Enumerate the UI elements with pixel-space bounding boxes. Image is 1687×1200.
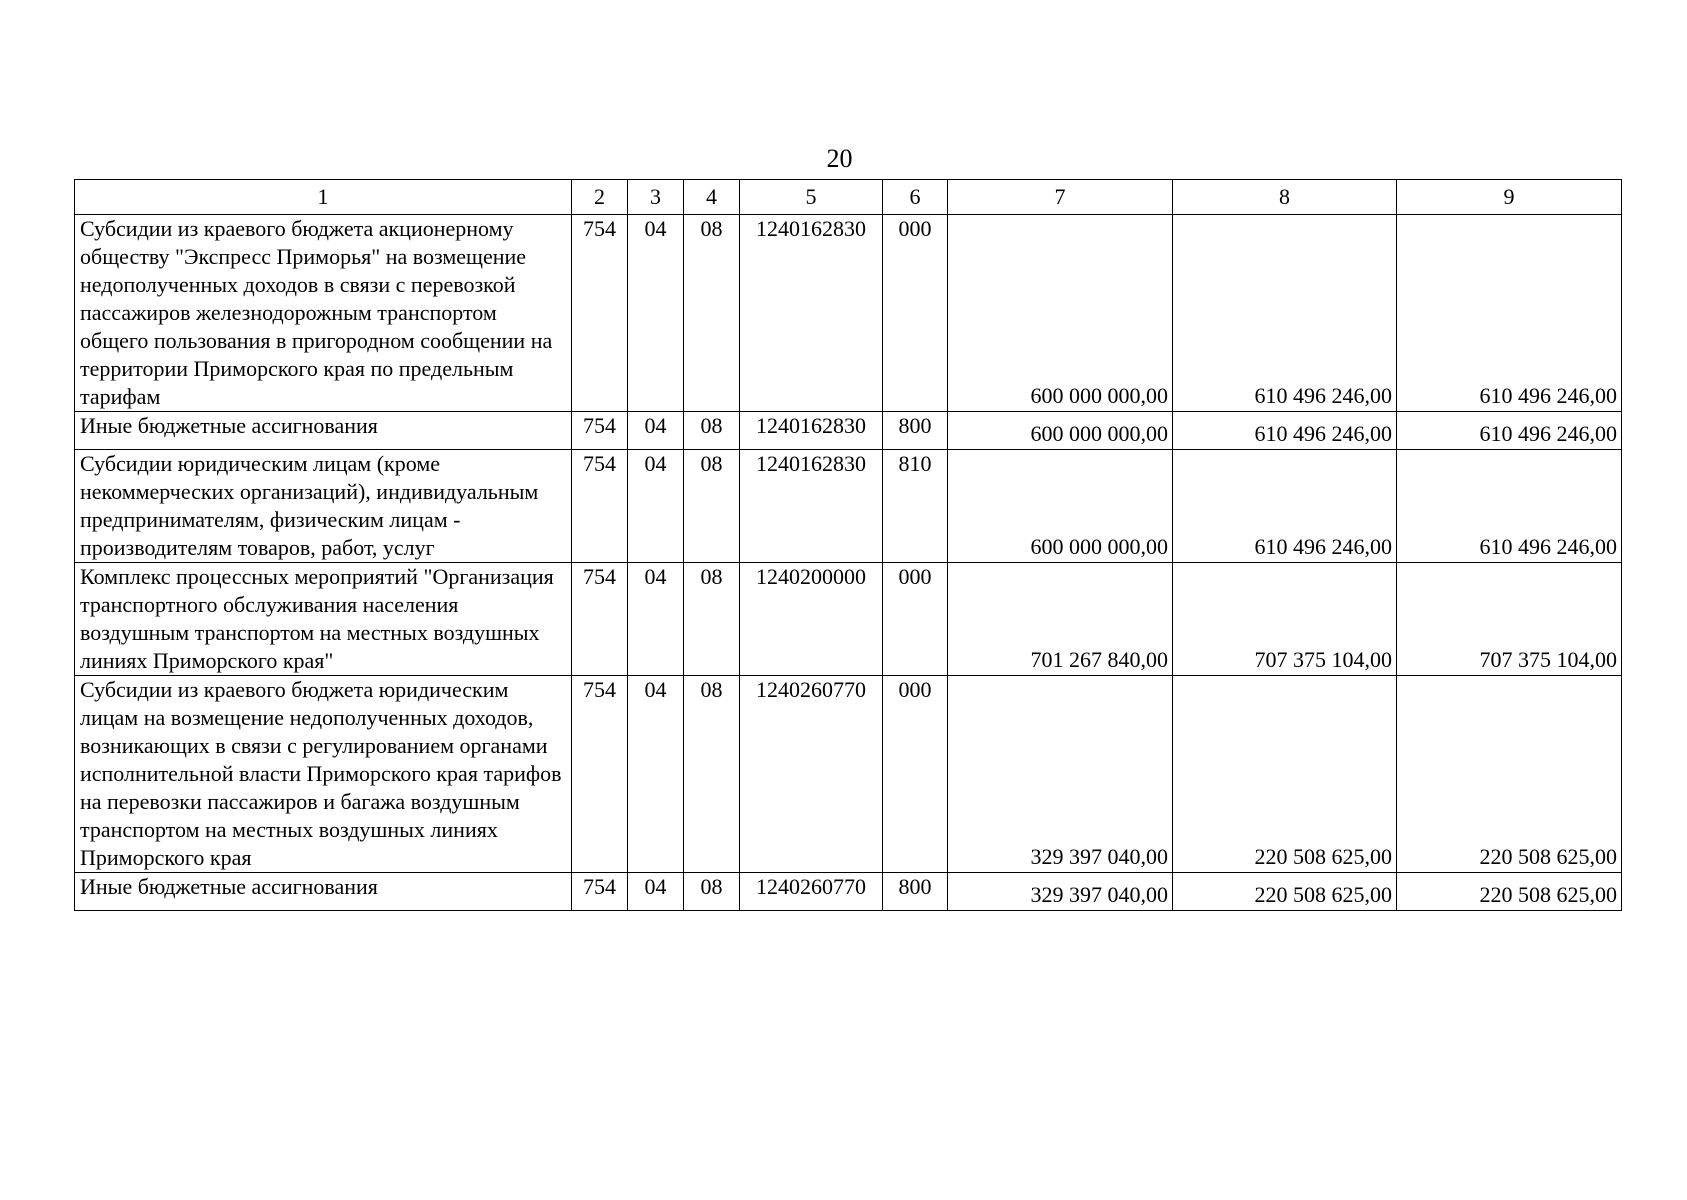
table-cell: 08 bbox=[684, 215, 740, 412]
amount-cell: 701 267 840,00 bbox=[948, 563, 1173, 676]
table-row bbox=[75, 412, 1622, 450]
amount-cell: 220 508 625,00 bbox=[1397, 873, 1622, 911]
table-row bbox=[75, 450, 1622, 563]
table-cell: 1240260770 bbox=[740, 676, 883, 873]
amount-cell: 610 496 246,00 bbox=[1397, 412, 1622, 450]
table-cell: 08 bbox=[684, 676, 740, 873]
column-header: 2 bbox=[572, 180, 628, 215]
table-cell: 754 bbox=[572, 676, 628, 873]
column-header: 5 bbox=[740, 180, 883, 215]
table-cell: 04 bbox=[628, 676, 684, 873]
table-cell: 1240162830 bbox=[740, 412, 883, 450]
page-number: 20 bbox=[826, 144, 853, 173]
column-header: 7 bbox=[948, 180, 1173, 215]
amount-cell: 610 496 246,00 bbox=[1173, 215, 1397, 412]
table-cell: 04 bbox=[628, 873, 684, 911]
table-cell: 1240162830 bbox=[740, 450, 883, 563]
row-name: Иные бюджетные ассигнования bbox=[75, 873, 572, 911]
table-cell: 1240200000 bbox=[740, 563, 883, 676]
amount-cell: 610 496 246,00 bbox=[1397, 215, 1622, 412]
table-cell: 04 bbox=[628, 563, 684, 676]
amount-cell: 220 508 625,00 bbox=[1397, 676, 1622, 873]
table-cell: 04 bbox=[628, 450, 684, 563]
table-cell: 810 bbox=[883, 450, 948, 563]
row-name: Субсидии из краевого бюджета акционерному обществу "Экспресс Приморья" на возмещение недополученных доходов в связи с перевозкой пассажиров железнодорожным транспортом общего пользования в пригородном сообщении на территории Приморского края по предельным тарифам bbox=[75, 215, 572, 412]
table-cell: 754 bbox=[572, 450, 628, 563]
row-name: Комплекс процессных мероприятий "Организация транспортного обслуживания населения воздушным транспортом на местных воздушных линиях Приморского края" bbox=[75, 563, 572, 676]
table-cell: 08 bbox=[684, 873, 740, 911]
table-cell: 800 bbox=[883, 412, 948, 450]
amount-cell: 610 496 246,00 bbox=[1173, 450, 1397, 563]
column-header: 6 bbox=[883, 180, 948, 215]
amount-cell: 610 496 246,00 bbox=[1173, 412, 1397, 450]
row-name: Иные бюджетные ассигнования bbox=[75, 412, 572, 450]
table-row bbox=[75, 563, 1622, 676]
row-name: Субсидии из краевого бюджета юридическим лицам на возмещение недополученных доходов, возникающих в связи с регулированием органами исполнительной власти Приморского края тарифов на перевозки пассажиров и багажа воздушным транспортом на местных воздушных линиях Приморского края bbox=[75, 676, 572, 873]
amount-cell: 610 496 246,00 bbox=[1397, 450, 1622, 563]
amount-cell: 220 508 625,00 bbox=[1173, 676, 1397, 873]
table-cell: 754 bbox=[572, 873, 628, 911]
amount-cell: 707 375 104,00 bbox=[1173, 563, 1397, 676]
table-cell: 754 bbox=[572, 563, 628, 676]
table-cell: 000 bbox=[883, 215, 948, 412]
table-cell: 04 bbox=[628, 215, 684, 412]
column-header: 1 bbox=[75, 180, 572, 215]
table-cell: 1240260770 bbox=[740, 873, 883, 911]
amount-cell: 329 397 040,00 bbox=[948, 676, 1173, 873]
amount-cell: 600 000 000,00 bbox=[948, 412, 1173, 450]
amount-cell: 600 000 000,00 bbox=[948, 215, 1173, 412]
table-cell: 08 bbox=[684, 450, 740, 563]
row-name: Субсидии юридическим лицам (кроме некоммерческих организаций), индивидуальным предпринимателям, физическим лицам - производителям товаров, работ, услуг bbox=[75, 450, 572, 563]
table-row bbox=[75, 215, 1622, 412]
amount-cell: 220 508 625,00 bbox=[1173, 873, 1397, 911]
table-cell: 08 bbox=[684, 412, 740, 450]
column-header: 3 bbox=[628, 180, 684, 215]
table-row bbox=[75, 873, 1622, 911]
table-cell: 754 bbox=[572, 412, 628, 450]
table-row bbox=[75, 676, 1622, 873]
column-header: 9 bbox=[1397, 180, 1622, 215]
table-header-row bbox=[75, 180, 1622, 215]
budget-table bbox=[74, 179, 1622, 911]
table-cell: 800 bbox=[883, 873, 948, 911]
table-cell: 04 bbox=[628, 412, 684, 450]
table-cell: 1240162830 bbox=[740, 215, 883, 412]
table-cell: 000 bbox=[883, 563, 948, 676]
amount-cell: 707 375 104,00 bbox=[1397, 563, 1622, 676]
amount-cell: 600 000 000,00 bbox=[948, 450, 1173, 563]
column-header: 4 bbox=[684, 180, 740, 215]
table-cell: 08 bbox=[684, 563, 740, 676]
table-cell: 000 bbox=[883, 676, 948, 873]
table-cell: 754 bbox=[572, 215, 628, 412]
amount-cell: 329 397 040,00 bbox=[948, 873, 1173, 911]
column-header: 8 bbox=[1173, 180, 1397, 215]
